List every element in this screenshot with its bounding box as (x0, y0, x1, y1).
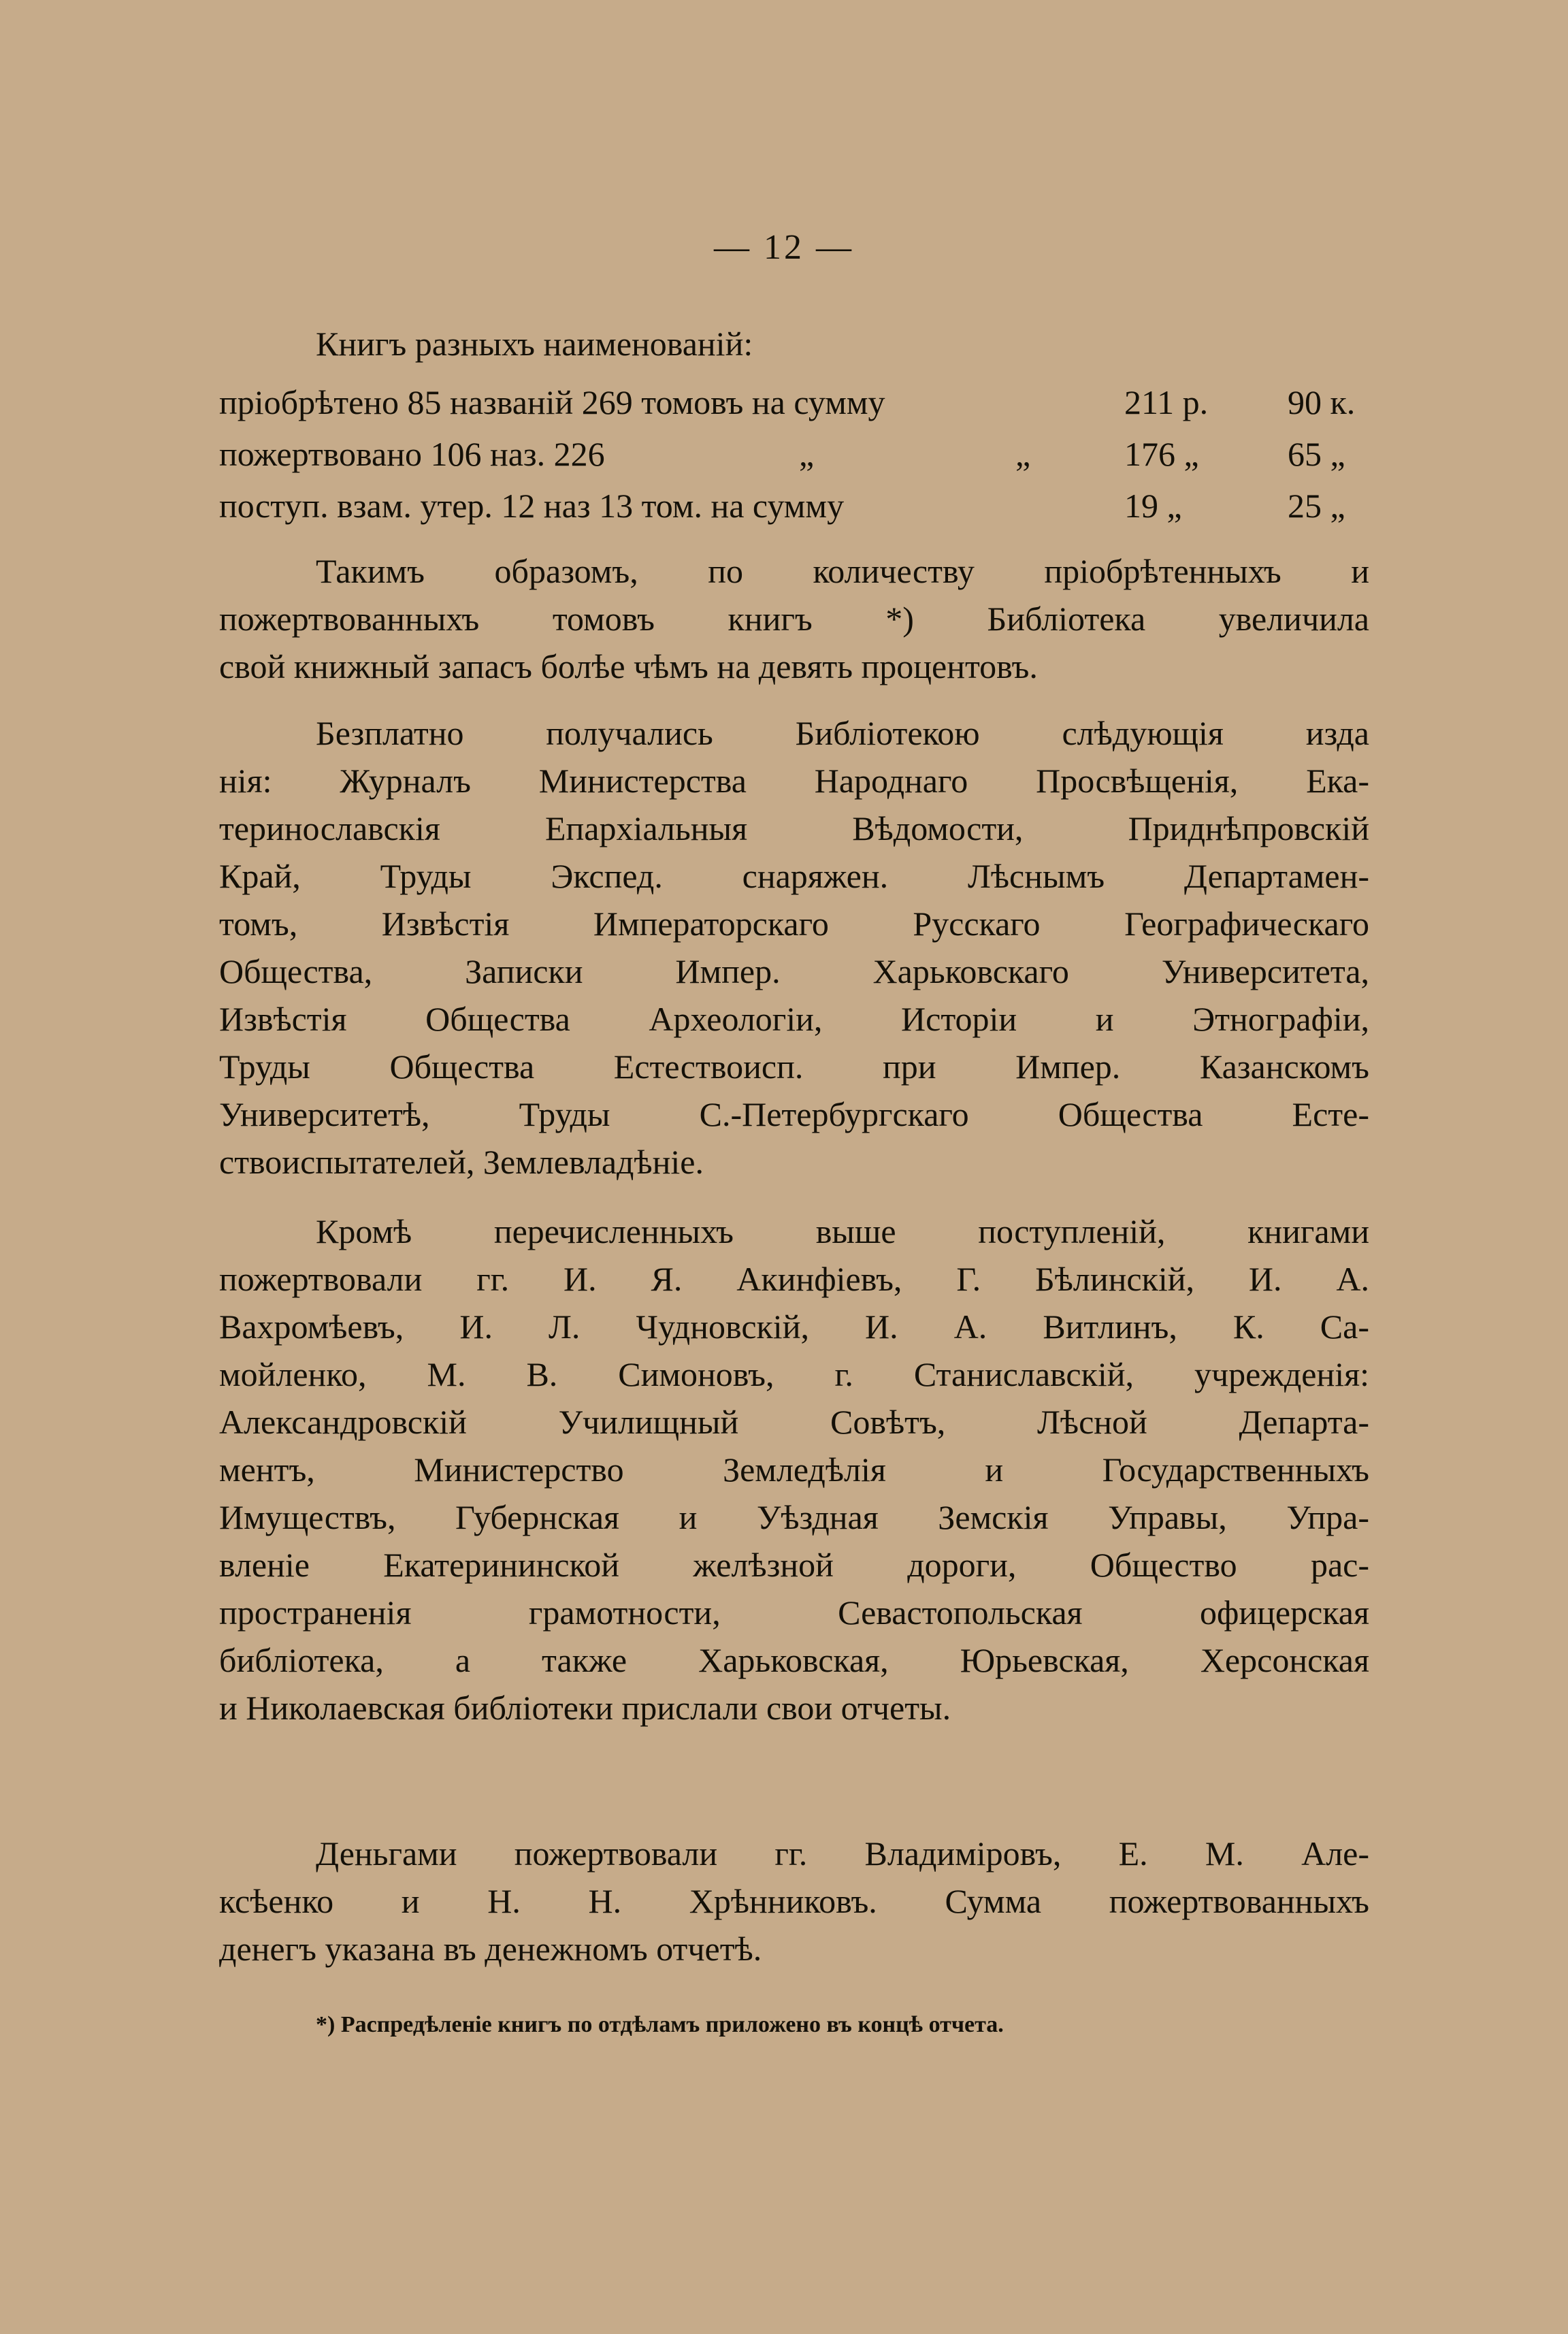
paragraph-line: ксѣенко и Н. Н. Хрѣнниковъ. Сумма пожертвованныхъ (219, 1882, 1369, 1920)
paragraph-line: Край, Труды Экспед. снаряжен. Лѣснымъ Департамен- (219, 857, 1369, 895)
table-row-ditto: „ (1015, 435, 1031, 473)
section-heading: Книгъ разныхъ наименованій: (316, 325, 753, 363)
paragraph-line: Труды Общества Естествоисп. при Импер. Казанскомъ (219, 1048, 1369, 1086)
paragraph-line: Деньгами пожертвовали гг. Владиміровъ, Е. М. Але- (316, 1834, 1369, 1873)
table-row (219, 430, 1369, 478)
paragraph-line: денегъ указана въ денежномъ отчетѣ. (219, 1930, 762, 1968)
table-row-kopecks: 90 к. (1288, 383, 1356, 421)
table-row-ditto: „ (799, 435, 815, 473)
paragraph-line: пожертвовали гг. И. Я. Акинфіевъ, Г. Бѣлинскій, И. А. (219, 1260, 1369, 1298)
paragraph-line: мойленко, М. В. Симоновъ, г. Станиславскій, учрежденія: (219, 1355, 1369, 1393)
paragraph-line: пространенія грамотности, Севастопольская офицерская (219, 1593, 1369, 1632)
table-row-label: пожертвовано 106 наз. 226 (219, 435, 605, 473)
paragraph-line: Университетѣ, Труды С.-Петербургскаго Общества Есте- (219, 1095, 1369, 1133)
paragraph-line: Извѣстія Общества Археологіи, Исторіи и Этнографіи, (219, 1000, 1369, 1038)
paragraph-line: теринославскія Епархіальныя Вѣдомости, Приднѣпровскій (219, 809, 1369, 847)
paragraph-line: Такимъ образомъ, по количеству пріобрѣтенныхъ и (316, 552, 1369, 590)
paragraph-line: ствоиспытателей, Землевладѣніе. (219, 1143, 704, 1181)
paragraph-line: и Николаевская библіотеки прислали свои отчеты. (219, 1689, 951, 1727)
paragraph-line: Общества, Записки Импер. Харьковскаго Университета, (219, 952, 1369, 990)
table-row-rubles: 19 „ (1124, 487, 1182, 525)
table-row-kopecks: 25 „ (1288, 487, 1345, 525)
paragraph-line: вленіе Екатерининской желѣзной дороги, Общество рас- (219, 1546, 1369, 1584)
paragraph-line: ментъ, Министерство Земледѣлія и Государственныхъ (219, 1450, 1369, 1489)
paragraph-line: Александровскій Училищный Совѣтъ, Лѣсной Департа- (219, 1403, 1369, 1441)
paragraph-line: свой книжный запасъ болѣе чѣмъ на девять процентовъ. (219, 647, 1038, 685)
table-row-label: пріобрѣтено 85 названій 269 томовъ на сумму (219, 383, 885, 421)
paragraph-line: томъ, Извѣстія Императорскаго Русскаго Географическаго (219, 905, 1369, 943)
paragraph-line: Безплатно получались Библіотекою слѣдующія изда (316, 714, 1369, 752)
table-row-label: поступ. взам. утер. 12 наз 13 том. на сумму (219, 487, 845, 525)
paragraph-line: библіотека, а также Харьковская, Юрьевская, Херсонская (219, 1641, 1369, 1679)
table-row-rubles: 211 р. (1124, 383, 1209, 421)
paragraph-line: пожертвованныхъ томовъ книгъ *) Библіотека увеличила (219, 600, 1369, 638)
footnote: *) Распредѣленіе книгъ по отдѣламъ приложено въ концѣ отчета. (316, 2012, 1004, 2037)
paragraph-line: Кромѣ перечисленныхъ выше поступленій, книгами (316, 1212, 1369, 1250)
paragraph-line: нія: Журналъ Министерства Народнаго Просвѣщенія, Ека- (219, 762, 1369, 800)
paragraph-line: Вахромѣевъ, И. Л. Чудновскій, И. А. Витлинъ, К. Са- (219, 1308, 1369, 1346)
table-row-rubles: 176 „ (1124, 435, 1199, 473)
paragraph-line: Имуществъ, Губернская и Уѣздная Земскія Управы, Упра- (219, 1498, 1369, 1536)
page-number: — 12 — (714, 228, 854, 267)
table-row-kopecks: 65 „ (1288, 435, 1345, 473)
table-row (219, 482, 1369, 530)
table-row (219, 378, 1369, 426)
